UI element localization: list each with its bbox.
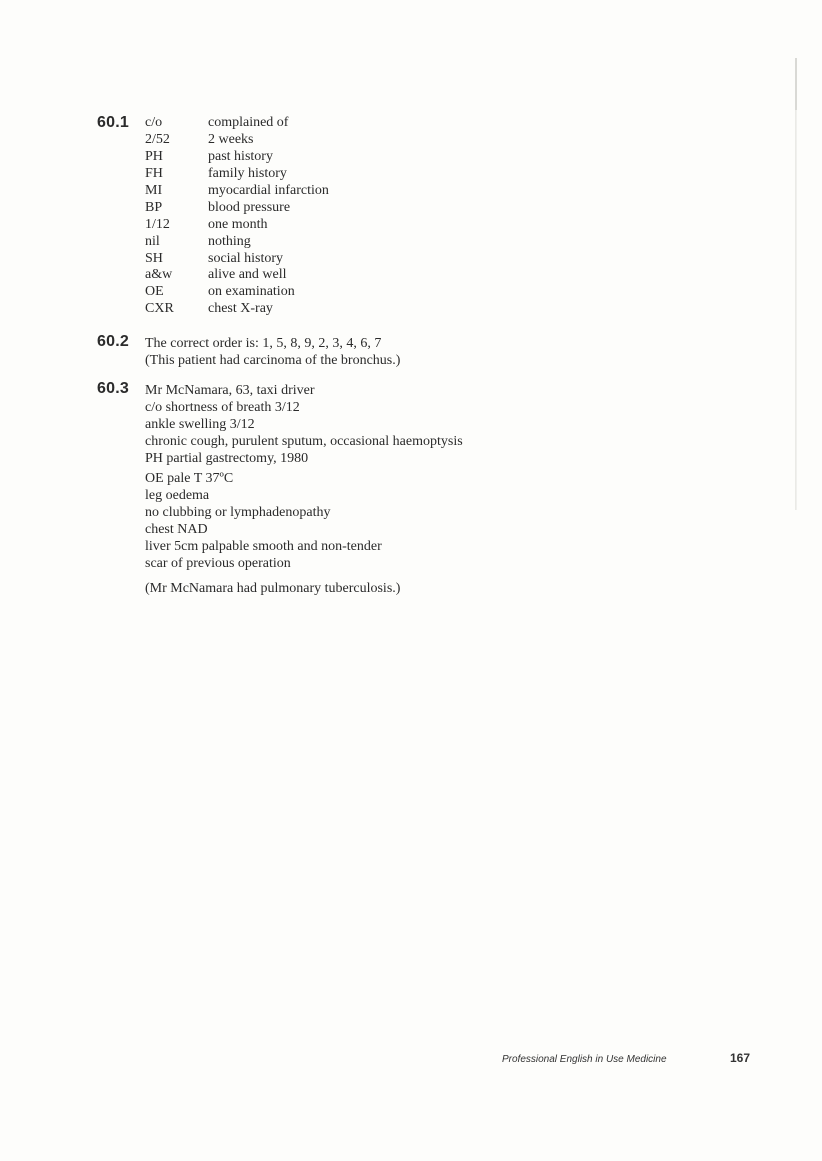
history-line: ankle swelling 3/12	[145, 417, 255, 432]
abbreviation-row	[145, 199, 445, 216]
abbreviation-meaning: alive and well	[208, 267, 287, 283]
abbreviation-row	[145, 301, 445, 318]
history-line: c/o shortness of breath 3/12	[145, 400, 300, 415]
diagnosis-note: (This patient had carcinoma of the bronchus.)	[145, 353, 401, 368]
abbreviation-meaning: past history	[208, 149, 273, 165]
abbreviation-row	[145, 132, 445, 149]
abbreviation-meaning: 2 weeks	[208, 132, 254, 148]
examination-line: chest NAD	[145, 522, 208, 537]
abbreviation-row	[145, 216, 445, 233]
abbreviation: PH	[145, 149, 163, 165]
history-line: chronic cough, purulent sputum, occasional haemoptysis	[145, 434, 463, 449]
abbreviation-row	[145, 284, 445, 301]
abbreviation: MI	[145, 183, 163, 198]
abbreviation-meaning: chest X-ray	[208, 301, 273, 317]
book-title: Professional English in Use Medicine	[502, 1054, 667, 1065]
abbreviation-meaning: myocardial infarction	[208, 183, 329, 198]
examination-line: OE pale T 37ºC	[145, 471, 234, 486]
conclusion-line: (Mr McNamara had pulmonary tuberculosis.)	[145, 581, 401, 596]
examination-line: no clubbing or lymphadenopathy	[145, 505, 331, 520]
answer-60-2	[145, 335, 705, 369]
abbreviation-row	[145, 149, 445, 166]
page-edge-shadow	[795, 58, 797, 510]
abbreviation-row	[145, 183, 445, 200]
abbreviation-row	[145, 166, 445, 183]
correct-order-line: The correct order is: 1, 5, 8, 9, 2, 3, 4, 6, 7	[145, 336, 382, 351]
abbreviation-row	[145, 267, 445, 284]
abbreviation-row	[145, 115, 445, 132]
abbreviation-meaning: social history	[208, 250, 284, 266]
page-number: 167	[730, 1051, 751, 1065]
abbreviation-row	[145, 233, 445, 250]
abbreviation: c/o	[145, 115, 163, 131]
examination-line: liver 5cm palpable smooth and non-tender	[145, 539, 382, 554]
abbreviation-meaning: blood pressure	[208, 199, 291, 215]
abbreviation-meaning: nothing	[208, 233, 251, 249]
abbreviation-meaning: family history	[208, 166, 287, 182]
abbreviation: a&w	[145, 267, 173, 283]
abbreviation: BP	[145, 199, 163, 215]
diagnosis-conclusion	[145, 580, 705, 597]
history-line: Mr McNamara, 63, taxi driver	[145, 383, 315, 398]
examination-line: leg oedema	[145, 488, 210, 503]
abbreviation-row	[145, 250, 445, 267]
abbreviation: 2/52	[145, 132, 170, 148]
abbreviation: SH	[145, 250, 163, 266]
abbreviation: 1/12	[145, 216, 170, 232]
abbreviation-meaning: complained of	[208, 115, 289, 131]
examination-line: scar of previous operation	[145, 556, 291, 571]
abbreviation-list	[145, 115, 445, 318]
abbreviation-meaning: on examination	[208, 284, 295, 300]
history-line: PH partial gastrectomy, 1980	[145, 451, 309, 466]
abbreviation: FH	[145, 166, 163, 182]
section-number-60-1: 60.1	[97, 114, 129, 131]
abbreviation: nil	[145, 233, 160, 249]
abbreviation-meaning: one month	[208, 216, 268, 232]
abbreviation: CXR	[145, 301, 174, 317]
abbreviation: OE	[145, 284, 164, 300]
section-number-60-3: 60.3	[97, 380, 129, 397]
page-edge-mark	[795, 58, 797, 110]
section-number-60-2: 60.2	[97, 333, 129, 350]
examination-findings	[145, 470, 705, 572]
patient-history	[145, 382, 705, 467]
